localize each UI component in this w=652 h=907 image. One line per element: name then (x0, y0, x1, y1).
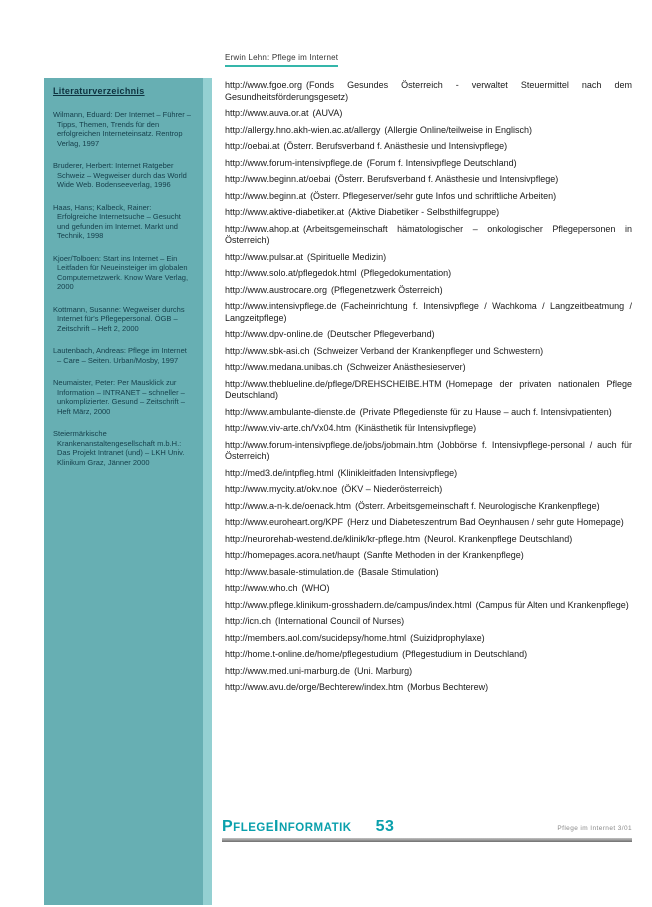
bibliography-entry: Steiermärkische Krankenanstaltengesellschaft m.b.H.: Das Projekt Intranet (und) – LKH Univ. Klinikum Graz, Jänner 2000 (53, 429, 185, 467)
link-note: (Private Pflegedienste für zu Hause – auch f. Intensivpatienten) (359, 406, 612, 417)
link-note: (Basale Stimulation) (358, 566, 439, 577)
link-note: (Aktive Diabetiker - Selbsthilfegruppe) (348, 207, 500, 217)
link-item (225, 534, 632, 546)
bibliography-entry: Wilmann, Eduard: Der Internet – Führer – Tipps, Themen, Trends für den erfolgreichen Interneteinsatz. Rentrop Verlag, 1997 (53, 110, 191, 148)
link-item (225, 125, 632, 137)
link-item (225, 440, 632, 463)
link-note: (Suizidprophylaxe) (410, 632, 485, 643)
link-note: (Morbus Bechterew) (407, 682, 489, 692)
link-url: http://www.med.uni-marburg.de (225, 665, 351, 676)
link-item (225, 329, 632, 341)
link-note: (Spirituelle Medizin) (307, 251, 387, 262)
link-url: http://www.forum-intensivpflege.de (225, 157, 363, 168)
running-header-text: Erwin Lehn: Pflege im Internet (225, 53, 339, 62)
link-url: http://www.avu.de/orge/Bechterew/index.htm (225, 682, 404, 692)
link-note: (ÖKV – Niederösterreich) (341, 484, 443, 494)
link-url: http://neurorehab-westend.de/klinik/kr-pflege.htm (225, 533, 421, 544)
link-note: (Schweizer Anästhesieserver) (346, 362, 466, 372)
link-list (225, 80, 632, 699)
bibliography-entry: Kjoer/Tolboen: Start ins Internet – Ein Leitfaden für Neueinsteiger im globalen Computernetzwerk. Know Ware Verlag, 2000 (53, 253, 189, 291)
link-url: http://www.a-n-k.de/oenack.htm (225, 500, 352, 511)
link-url: http://www.viv-arte.ch/Vx04.htm (225, 423, 352, 433)
link-note: (Klinikleitfaden Intensivpflege) (337, 467, 458, 478)
link-item (225, 600, 632, 612)
link-note: (WHO) (301, 583, 330, 593)
link-note: (Österr. Berufsverband f. Anästhesie und Intensivpflege) (334, 174, 559, 184)
link-item (225, 666, 632, 678)
bibliography-list (53, 110, 192, 467)
bibliography-sidebar (44, 78, 212, 905)
link-note: (Uni. Marburg) (354, 665, 413, 676)
link-note: (Fonds Gesundes Österreich - verwaltet Steuermittel nach dem Gesundheitsförderungsgesetz) (225, 80, 632, 102)
link-item (225, 191, 632, 203)
page-number: 53 (375, 818, 395, 835)
link-item (225, 346, 632, 358)
link-url: http://www.dpv-online.de (225, 329, 324, 339)
link-item (225, 616, 632, 628)
bibliography-entry: Haas, Hans; Kalbeck, Rainer: Erfolgreiche Internetsuche – Gesucht und gefunden im Internet. Markt und Technik, 1998 (53, 202, 181, 240)
link-note: (Neurol. Krankenpflege Deutschland) (424, 533, 573, 544)
link-url: http://www.aktive-diabetiker.at (225, 207, 345, 217)
link-item (225, 80, 632, 103)
link-url: http://www.auva.or.at (225, 108, 309, 118)
link-item (225, 567, 632, 579)
link-url: http://homepages.acora.net/haupt (225, 550, 360, 560)
link-item (225, 649, 632, 661)
link-item (225, 423, 632, 435)
link-note: (Herz und Diabeteszentrum Bad Oeynhausen / sehr gute Homepage) (347, 517, 624, 527)
link-note: (Facheinrichtung f. Intensivpflege / Wachkoma / Langzeitbeatmung / Langzeitpflege) (225, 301, 632, 323)
link-item (225, 407, 632, 419)
link-item (225, 550, 632, 562)
link-item (225, 252, 632, 264)
wordmark-informatik-initial: I (274, 818, 279, 835)
link-note: (Campus für Alten und Krankenpflege) (475, 599, 629, 610)
link-url: http://med3.de/intpfleg.html (225, 467, 334, 478)
link-item (225, 224, 632, 247)
link-item (225, 501, 632, 513)
link-url: http://www.theblueline.de/pflege/DREHSCHEIBE.HTM (225, 378, 442, 389)
link-url: http://www.ambulante-dienste.de (225, 406, 356, 417)
link-note: (Österr. Pflegeserver/sehr gute Infos und schriftliche Arbeiten) (310, 190, 557, 201)
link-url: http://www.sbk-asi.ch (225, 345, 310, 356)
sidebar-accent-strip (203, 78, 212, 905)
bibliography-entry: Lautenbach, Andreas: Pflege im Internet – Care – Seiten. Urban/Mosby, 1997 (53, 346, 187, 365)
link-url: http://www.austrocare.org (225, 284, 328, 295)
link-note: (Pflegenetzwerk Österreich) (331, 284, 443, 295)
link-item (225, 207, 632, 219)
link-url: http://www.euroheart.org/KPF (225, 517, 344, 527)
link-url: http://www.mycity.at/okv.noe (225, 484, 338, 494)
link-note: (Forum f. Intensivpflege Deutschland) (366, 157, 517, 168)
wordmark-pflege-initial: P (222, 818, 234, 835)
link-url: http://allergy.hno.akh-wien.ac.at/allergy (225, 124, 381, 135)
link-note: (Kinästhetik für Intensivpflege) (355, 423, 477, 433)
link-item (225, 268, 632, 280)
link-url: http://www.basale-stimulation.de (225, 566, 355, 577)
link-item (225, 633, 632, 645)
link-url: http://www.pflege.klinikum-grosshadern.de/campus/index.html (225, 599, 472, 610)
link-item (225, 517, 632, 529)
link-url: http://icn.ch (225, 616, 272, 626)
bibliography-entry: Neumaister, Peter: Per Mausklick zur Information – INTRANET – schneller – unkomplizierter. Gesund – Zeitschrift – Heft März, 2000 (53, 378, 185, 416)
bibliography-entry: Kottmann, Susanne: Wegweiser durchs Internet für's Pflegepersonal. ÖGB – Zeitschrift – Heft 2, 2000 (53, 304, 185, 333)
link-item (225, 141, 632, 153)
link-item (225, 468, 632, 480)
page-footer (222, 818, 632, 842)
link-url: http://www.forum-intensivpflege.de/jobs/jobmain.htm (225, 439, 434, 450)
link-url: http://www.beginn.at/oebai (225, 174, 331, 184)
link-note: (International Council of Nurses) (275, 616, 405, 626)
link-item (225, 379, 632, 402)
link-note: (Sanfte Methoden in der Krankenpflege) (363, 550, 524, 560)
link-note: (Deutscher Pflegeverband) (327, 329, 435, 339)
link-item (225, 583, 632, 595)
footer-rule (222, 838, 632, 842)
link-url: http://www.medana.unibas.ch (225, 362, 343, 372)
link-note: (Österr. Arbeitsgemeinschaft f. Neurologische Krankenpflege) (355, 500, 600, 511)
link-url: http://www.intensivpflege.de (225, 301, 337, 311)
link-note: (Allergie Online/teilweise in Englisch) (384, 124, 532, 135)
link-note: (Schweizer Verband der Krankenpfleger und Schwestern) (313, 345, 544, 356)
link-item (225, 301, 632, 324)
link-note: (Homepage der privaten nationalen Pflege Deutschland) (225, 378, 632, 400)
link-item (225, 108, 632, 120)
link-note: (Jobbörse f. Intensivpflege-personal / auch für Österreich) (225, 439, 632, 461)
sidebar-title: Literaturverzeichnis (53, 86, 145, 96)
link-item (225, 285, 632, 297)
link-url: http://oebai.at (225, 141, 280, 151)
link-note: (Pflegestudium in Deutschland) (402, 649, 528, 659)
link-note: (AUVA) (312, 108, 343, 118)
wordmark-informatik-rest: NFORMATIK (278, 822, 352, 834)
link-note: (Arbeitsgemeinschaft hämatologischer – onkologischer Pflegepersonen in Österreich) (225, 223, 632, 245)
link-item (225, 158, 632, 170)
link-url: http://www.fgoe.org (225, 80, 303, 90)
link-url: http://www.ahop.at (225, 223, 300, 234)
link-note: (Österr. Berufsverband f. Anästhesie und Intensivpflege) (283, 141, 508, 151)
link-item (225, 174, 632, 186)
link-url: http://www.who.ch (225, 583, 298, 593)
link-item (225, 484, 632, 496)
link-item (225, 362, 632, 374)
link-url: http://members.aol.com/sucidepsy/home.html (225, 632, 407, 643)
link-url: http://home.t-online.de/home/pflegestudium (225, 649, 399, 659)
link-url: http://www.beginn.at (225, 190, 307, 201)
link-url: http://www.solo.at/pflegedok.html (225, 268, 357, 278)
wordmark-pflege-rest: FLEGE (233, 822, 275, 834)
running-header (225, 53, 338, 67)
link-url: http://www.pulsar.at (225, 251, 304, 262)
link-note: (Pflegedokumentation) (360, 268, 452, 278)
link-item (225, 682, 632, 694)
bibliography-entry: Bruderer, Herbert: Internet Ratgeber Schweiz – Wegweiser durch das World Wide Web. Bodenseeverlag, 1996 (53, 161, 187, 189)
issue-label: Pflege im Internet 3/01 (557, 825, 632, 832)
